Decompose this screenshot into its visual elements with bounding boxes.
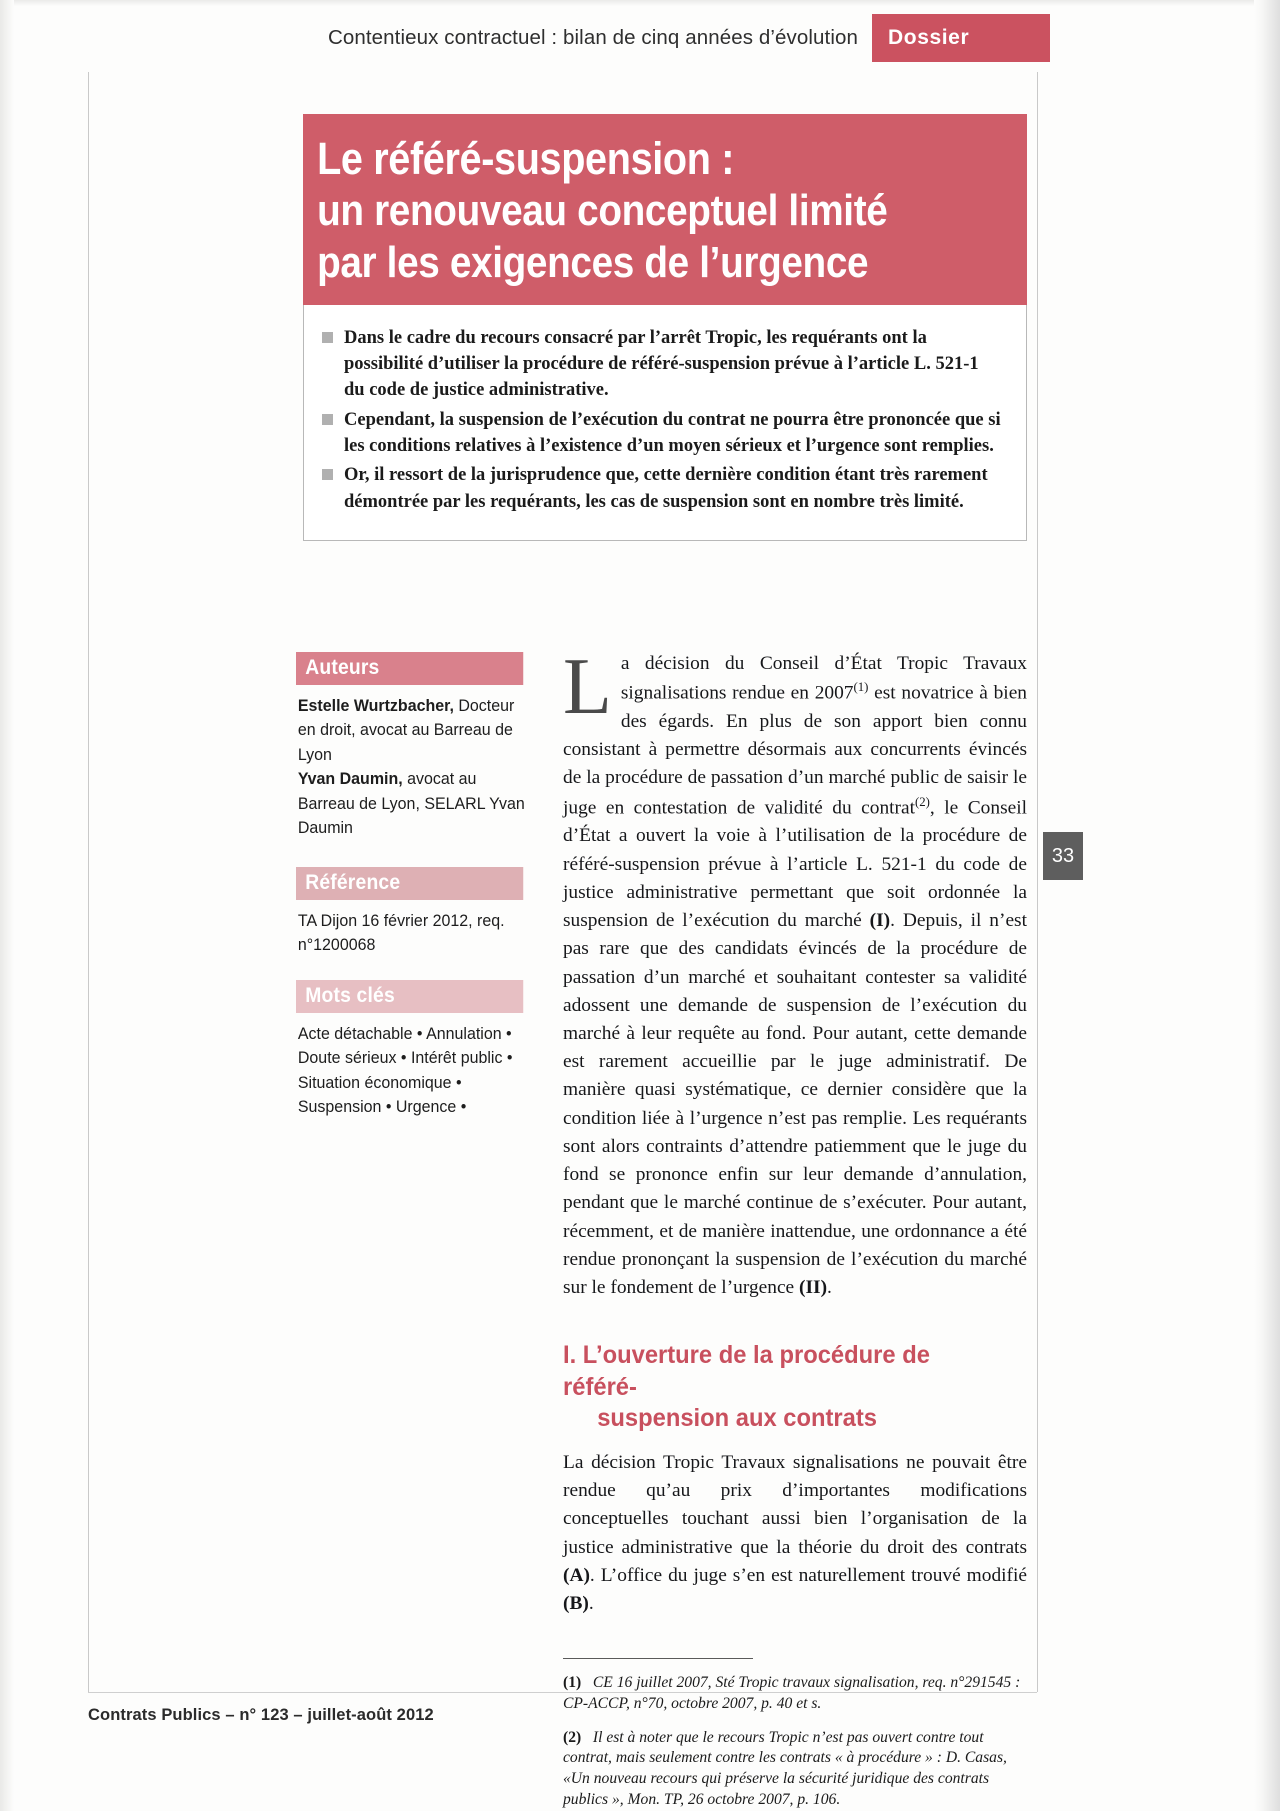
dossier-tab: Dossier [872,14,1050,62]
drop-cap: L [563,643,612,731]
footer-rule [88,1692,1037,1693]
footnote-ref-1[interactable]: (1) [853,680,869,695]
square-bullet-icon [322,469,333,480]
author-name-2: Yvan Daumin, [297,769,403,789]
section-heading-line-2: suspension aux contrats [597,1404,878,1433]
page-number-tab: 33 [1043,832,1083,880]
section-heading-line-1: I. L’ouverture de la procédure de référé- [563,1341,930,1401]
subsection-marker-B: (B) [563,1593,589,1614]
running-head [88,14,1050,62]
section-marker-I: (I) [869,910,891,932]
running-head-text: Contentieux contractuel : bilan de cinq années d’évolution [327,26,858,49]
footer-text: Contrats Publics – n° 123 – juillet-août 2012 [88,1706,434,1724]
sidebar-spacer [296,841,543,867]
footnote-2-text: Il est à noter que le recours Tropic n’est pas ouvert contre tout contrat, mais seulement contre les contrats « à procédure » : D. Casas, «Un nouveau recours qui préserve la sécurité juridique des contrats publics », Mon. TP, 26 octobre 2007, p. 106. [563,1728,1007,1808]
keywords-body: Acte détachable • Annulation • Doute sérieux • Intérêt public • Situation économique • Suspension • Urgence • [297,1023,513,1117]
footnote-2-number: (2) [563,1728,582,1746]
article-title-line-1: Le référé-suspension : [317,133,735,184]
section-text-a: La décision Tropic Travaux signalisations ne pouvait être rendue qu’au prix d’importantes modifications conceptuelles touchant aussi bien l’organisation de la justice administrative que la théorie du droit des contrats [563,1451,1027,1558]
section-marker-II: (II) [799,1277,828,1299]
lead-text-d: . Depuis, il n’est pas rare que des candidats évincés de la procédure de passation d’un marché et souhaitant contester sa validité adossent une demande de suspension de l’exécution du marché à leur requête au fond. Pour autant, cette demande est rarement accueillie par le juge administratif. De manière quasi systématique, ce dernier considère que la condition liée à l’urgence n’est pas remplie. Les requérants sont alors contraints d’attendre patiemment que le juge du fond se prononce enfin sur leur demande d’annulation, pendant que le marché continue de s’exécuter. Pour autant, récemment, et de manière inattendue, une ordonnance a été rendue prononçant la suspension de l’exécution du marché sur le fondement de l’urgence [563,910,1027,1299]
article-title-line-2: un renouveau conceptuel limité [317,186,888,236]
scan-edge-left [0,0,14,1811]
footnote-ref-2[interactable]: (2) [915,794,930,809]
footnote-1 [563,1673,1027,1714]
abstract-bullet [322,325,1002,404]
footnote-2 [563,1728,1027,1811]
abstract-bullet-text: Dans le cadre du recours consacré par l’arrêt Tropic, les requérants ont la possibilité d’utiliser la procédure de référé-suspension prévue à l’article L. 521-1 du code de justice administrative. [344,327,979,401]
main-text-column [563,643,1028,1811]
abstract-box [303,305,1027,541]
author-desc-1: Docteur en droit, avocat au Barreau de Lyon [297,696,515,764]
authors-body [296,685,528,841]
subsection-marker-A: (A) [563,1564,590,1586]
sidebar-spacer [296,958,543,980]
column-rule-left [88,72,89,1692]
metadata-sidebar [296,652,543,1120]
author-name-1: Estelle Wurtzbacher, [297,696,454,715]
scan-edge-top [0,0,1280,6]
authors-heading: Auteurs [296,652,523,685]
lead-text-a: a décision du Conseil d’État Tropic Travaux signalisations rendue en 2007 [620,653,1027,704]
reference-heading: Référence [296,867,523,900]
abstract-bullet-text: Cependant, la suspension de l’exécution du contrat ne pourra être prononcée que si les conditions relatives à l’existence d’un moyen sérieux et l’urgence sont remplies. [344,409,1001,456]
abstract-bullet-text: Or, il ressort de la jurisprudence que, cette dernière condition étant très rarement démontrée par les requérants, les cas de suspension sont en nombre très limité. [344,465,988,512]
lead-text-c: , le Conseil d’État a ouvert la voie à l’utilisation de la procédure de référé-suspension prévue à l’article L. 521-1 du code de justice administrative permettant que soit ordonnée la suspension de l’exécution du marché [563,797,1027,932]
abstract-bullet [322,462,1002,515]
lead-text-e: . [827,1277,832,1299]
footnote-separator [563,1658,753,1659]
article-title-block [303,114,1027,541]
author-desc-2: avocat au Barreau de Lyon, SELARL Yvan Daumin [297,769,525,838]
abstract-bullet [322,407,1002,460]
square-bullet-icon [322,414,333,425]
title-band [303,114,1027,305]
lead-text-b: est novatrice à bien des égards. En plus de son apport bien connu consistant à permettre désormais aux concurrents évincés de la procédure de passation d’un marché public de saisir le juge en contestation de validité du contrat [563,682,1028,819]
square-bullet-icon [322,332,333,343]
section-paragraph-1 [563,1449,1027,1618]
footnote-1-number: (1) [563,1674,582,1692]
scan-edge-right [1254,0,1280,1811]
reference-body: TA Dijon 16 février 2012, req. n°1200068 [297,910,505,955]
column-rule-right [1037,72,1038,1692]
keywords-heading: Mots clés [296,980,523,1013]
section-text-c: . [588,1593,594,1614]
lead-paragraph [563,643,1028,1302]
section-text-b: . L’office du juge s’en est naturellement trouvé modifié [589,1564,1027,1586]
footnote-1-text: CE 16 juillet 2007, Sté Tropic travaux signalisation, req. n°291545 : CP-ACCP, n°70, octobre 2007, p. 40 et s. [563,1674,1021,1712]
article-title-line-3: par les exigences de l’urgence [317,238,869,287]
section-heading-1 [563,1340,1004,1435]
